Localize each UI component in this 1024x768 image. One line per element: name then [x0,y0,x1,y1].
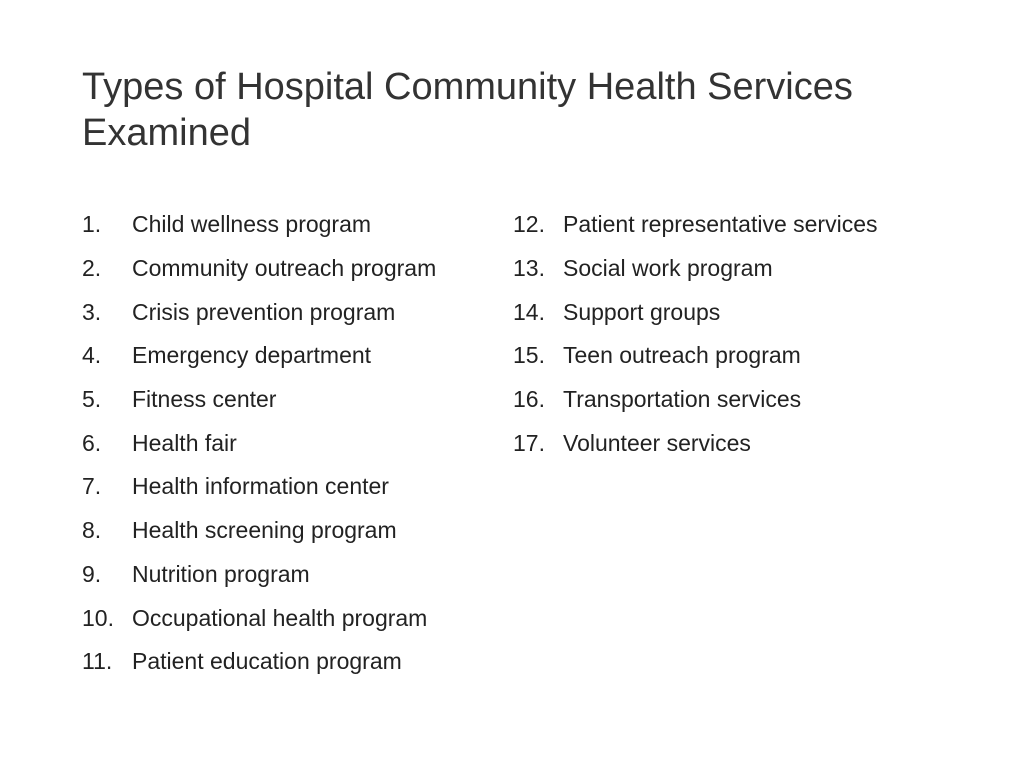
item-label: Occupational health program [132,604,428,631]
item-label: Emergency department [132,342,372,369]
list-item [82,596,502,640]
item-number: 14. [513,298,545,325]
item-label: Child wellness program [132,211,372,238]
item-label: Health information center [132,473,389,500]
services-list-column-2 [513,203,953,465]
item-label: Crisis prevention program [132,298,396,325]
list-item [82,553,502,597]
list-item [513,378,953,422]
slide-title: Types of Hospital Community Health Services Examined [82,66,853,154]
list-item [513,421,953,465]
list-item [82,334,502,378]
item-label: Teen outreach program [563,342,801,369]
list-item [82,640,502,684]
item-number: 11. [82,648,113,675]
item-label: Community outreach program [132,255,437,282]
item-number: 16. [513,386,545,413]
item-label: Volunteer services [563,429,751,456]
list-item [82,378,502,422]
item-number: 3. [82,298,102,325]
item-number: 10. [82,604,114,631]
list-item [82,421,502,465]
item-number: 7. [82,473,102,500]
list-item [82,203,502,247]
item-number: 5. [82,386,102,413]
item-number: 15. [513,342,545,369]
item-number: 17. [513,429,545,456]
item-label: Health fair [132,429,237,456]
item-number: 8. [82,517,102,544]
list-item [513,203,953,247]
item-number: 12. [513,211,545,238]
list-item [513,247,953,291]
item-label: Patient representative services [563,211,878,238]
item-number: 9. [82,560,102,587]
list-item [82,290,502,334]
list-item [82,247,502,291]
item-label: Patient education program [132,648,402,675]
item-number: 13. [513,255,545,282]
item-number: 6. [82,429,102,456]
list-item [82,509,502,553]
item-label: Support groups [563,298,721,325]
item-label: Health screening program [132,517,397,544]
item-number: 4. [82,342,102,369]
item-number: 2. [82,255,102,282]
item-label: Transportation services [563,386,802,413]
item-label: Social work program [563,255,773,282]
services-list-column-1 [82,203,502,684]
item-number: 1. [82,211,102,238]
list-item [513,290,953,334]
item-label: Fitness center [132,386,277,413]
item-label: Nutrition program [132,560,310,587]
list-item [82,465,502,509]
list-item [513,334,953,378]
